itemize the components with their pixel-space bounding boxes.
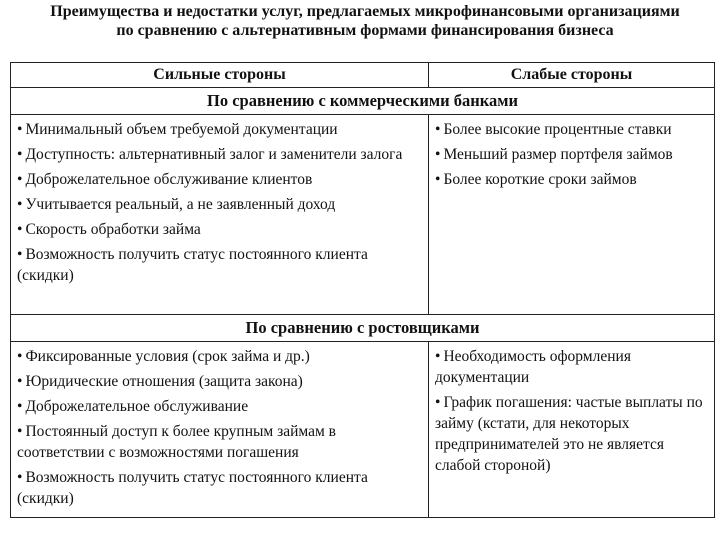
section-heading-row	[11, 315, 715, 342]
page-title: Преимущества и недостатки услуг, предлагаемых микрофинансовыми организациями по сравнению с альтернативным формами финансирования бизнеса	[50, 3, 680, 39]
list-item	[435, 144, 710, 165]
list-item-text: Минимальный объем требуемой документации	[25, 121, 338, 138]
list-item	[17, 169, 424, 190]
strengths-list	[17, 119, 424, 286]
bullet-icon: •	[17, 121, 23, 138]
bullet-icon: •	[435, 146, 441, 163]
list-item-text: Доброжелательное обслуживание клиентов	[25, 171, 313, 188]
list-item	[435, 119, 710, 140]
section-heading-moneylenders: По сравнению с ростовщиками	[11, 315, 715, 342]
list-item-text: Доступность: альтернативный залог и заменители залога	[25, 146, 403, 163]
list-item	[17, 467, 424, 509]
strengths-header: Сильные стороны	[11, 63, 429, 88]
section-body-row	[11, 342, 715, 518]
list-item-text: Учитывается реальный, а не заявленный доход	[25, 196, 336, 213]
list-item	[17, 144, 424, 165]
list-item	[17, 244, 424, 286]
bullet-icon: •	[435, 394, 441, 411]
list-item-text: Доброжелательное обслуживание	[25, 398, 249, 415]
list-item	[17, 194, 424, 215]
section-heading-banks: По сравнению с коммерческими банками	[11, 88, 715, 115]
list-item-text: Возможность получить статус постоянного клиента (скидки)	[17, 246, 368, 284]
comparison-table	[10, 62, 715, 518]
section-heading-row	[11, 88, 715, 115]
weaknesses-list	[435, 119, 710, 190]
list-item	[17, 346, 424, 367]
list-item	[17, 371, 424, 392]
bullet-icon: •	[17, 171, 23, 188]
list-item-text: Постоянный доступ к более крупным займам в соответствии с возможностями погашения	[17, 423, 336, 461]
list-item	[435, 392, 710, 476]
list-item	[17, 421, 424, 463]
weaknesses-header: Слабые стороны	[429, 63, 715, 88]
list-item	[17, 119, 424, 140]
bullet-icon: •	[435, 121, 441, 138]
list-item-text: Возможность получить статус постоянного клиента (скидки)	[17, 469, 368, 507]
bullet-icon: •	[17, 221, 23, 238]
bullet-icon: •	[435, 171, 441, 188]
bullet-icon: •	[17, 373, 23, 390]
bullet-icon: •	[17, 146, 23, 163]
weaknesses-cell	[429, 342, 715, 518]
bullet-icon: •	[435, 348, 441, 365]
strengths-cell	[11, 115, 429, 315]
list-item-text: Необходимость оформления документации	[435, 348, 631, 386]
strengths-cell	[11, 342, 429, 518]
list-item	[435, 346, 710, 388]
list-item-text: Меньший размер портфеля займов	[443, 146, 673, 163]
bullet-icon: •	[17, 469, 23, 486]
header-row	[11, 63, 715, 88]
bullet-icon: •	[17, 246, 23, 263]
bullet-icon: •	[17, 398, 23, 415]
list-item-text: Фиксированные условия (срок займа и др.)	[25, 348, 310, 365]
list-item	[17, 396, 424, 417]
weaknesses-cell	[429, 115, 715, 315]
list-item-text: График погашения: частые выплаты по займу (кстати, для некоторых предпринимателей это не является слабой стороной)	[435, 394, 703, 474]
list-item-text: Скорость обработки займа	[25, 221, 201, 238]
bullet-icon: •	[17, 348, 23, 365]
list-item-text: Более короткие сроки займов	[443, 171, 637, 188]
bullet-icon: •	[17, 196, 23, 213]
list-item	[435, 169, 710, 190]
list-item	[17, 219, 424, 240]
weaknesses-list	[435, 346, 710, 476]
strengths-list	[17, 346, 424, 509]
section-body-row	[11, 115, 715, 315]
bullet-icon: •	[17, 423, 23, 440]
list-item-text: Юридические отношения (защита закона)	[25, 373, 303, 390]
list-item-text: Более высокие процентные ставки	[443, 121, 672, 138]
